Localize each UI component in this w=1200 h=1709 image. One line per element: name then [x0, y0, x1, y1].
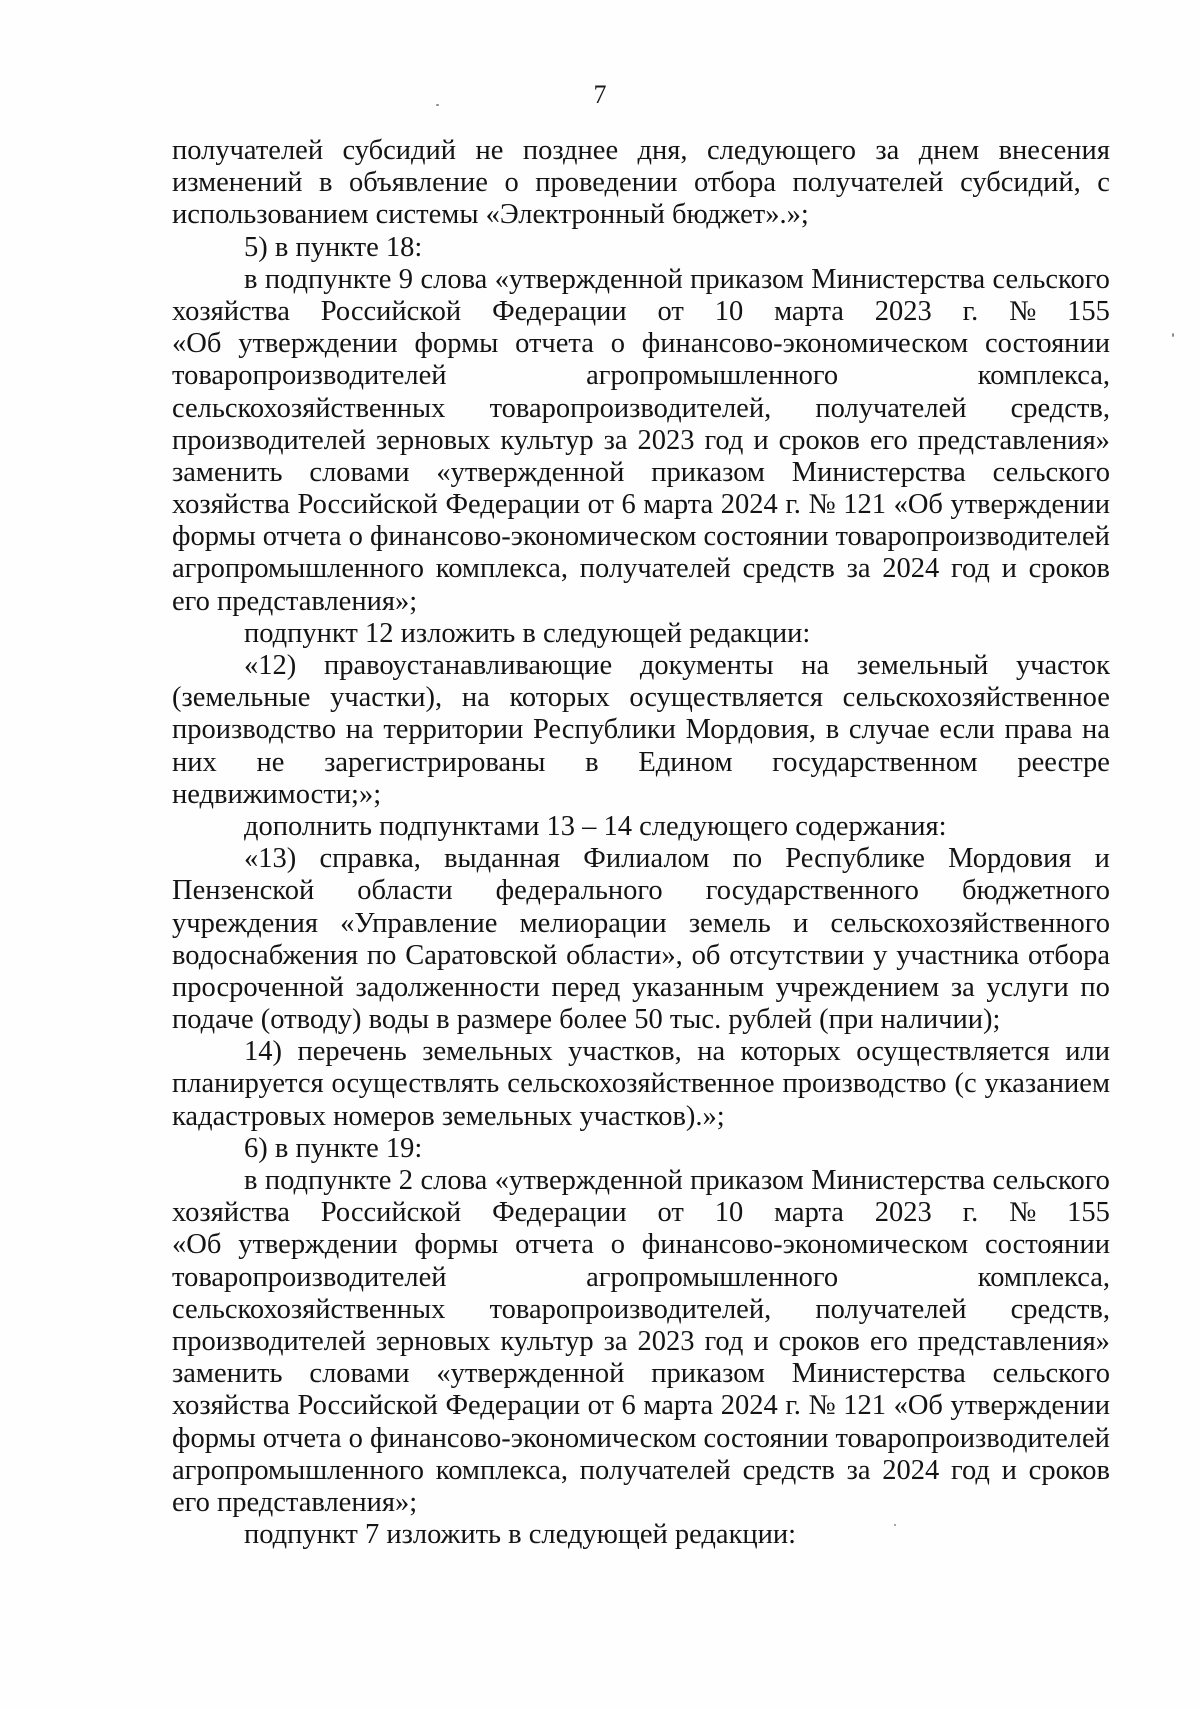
text-line [172, 972, 1110, 1004]
word: «Управление [340, 907, 498, 939]
word: товаропроизводителей [172, 1261, 447, 1293]
word: его [869, 424, 908, 456]
text-line: 5) в пункте 18: [244, 231, 423, 263]
text-line [172, 553, 1110, 585]
text-line [172, 1326, 1110, 1358]
word: «Об [893, 489, 943, 521]
word: 2024 [882, 1454, 940, 1486]
word: формы [414, 328, 499, 360]
word: участок [1015, 650, 1110, 681]
word: следующего [706, 135, 856, 166]
word: 10 [714, 295, 744, 327]
text-line [172, 135, 1110, 167]
word: слова [420, 1165, 488, 1196]
word: участки), [330, 682, 443, 714]
word: на [801, 650, 830, 681]
word: бюджетного [961, 875, 1110, 907]
word: год [704, 1325, 744, 1357]
text-line [172, 264, 1110, 296]
word: отбора [693, 167, 776, 199]
word: средств [742, 1454, 835, 1486]
word: о [348, 1422, 363, 1454]
text-line [172, 908, 1110, 940]
word: получателей [815, 1293, 967, 1325]
word: с [1097, 167, 1110, 199]
text-line [172, 714, 1110, 746]
word: сельскохозяйственных [172, 392, 446, 424]
word: средств [742, 553, 835, 585]
word: год [704, 424, 744, 456]
word: сельскохозяйственное [842, 682, 1110, 714]
word: слова [420, 263, 488, 295]
word: товаропроизводителей [172, 360, 447, 392]
word: состоянии [985, 1229, 1110, 1261]
word: государственном [772, 746, 978, 778]
word: в [825, 714, 840, 746]
word: «12) [244, 650, 297, 681]
word: агропромышленного [586, 360, 839, 392]
text-line [172, 747, 1110, 779]
word: зерновых [375, 424, 491, 456]
page-number: 7 [593, 80, 607, 109]
word: от [587, 1390, 614, 1422]
text-line: недвижимости;»; [172, 778, 382, 810]
word: сельского [992, 456, 1110, 488]
word: № [1009, 1197, 1037, 1229]
word: 2 [398, 1165, 414, 1196]
word: и [1001, 553, 1017, 585]
word: «Об [893, 1390, 943, 1422]
word: финансово-экономическом [369, 1422, 697, 1454]
word: агропромышленного [172, 1454, 425, 1486]
word: сельского [992, 263, 1110, 295]
word: словами [309, 1358, 410, 1390]
word: мелиорации [519, 907, 667, 939]
word: (земельные [172, 682, 311, 714]
word: на [461, 682, 490, 714]
word: Федерации [492, 1197, 627, 1229]
word: товаропроизводителей [835, 521, 1110, 553]
word: участков, [568, 1036, 682, 1068]
word: средств, [1010, 1293, 1110, 1325]
word: 10 [714, 1197, 744, 1229]
word: хозяйства [172, 1197, 290, 1229]
word: Российской [320, 295, 462, 327]
word: 14) [244, 1036, 282, 1068]
word: его [869, 1325, 908, 1357]
word: 2023 [874, 295, 932, 327]
word: отчета [262, 521, 342, 553]
word: финансово-экономическом [369, 521, 697, 553]
word: от [587, 489, 614, 521]
word: агропромышленного [586, 1261, 839, 1293]
word: в [244, 1165, 258, 1196]
word: формы [172, 1422, 256, 1454]
word: Федерации [492, 295, 627, 327]
word: «утвержденной [436, 1358, 625, 1390]
word: год [950, 553, 990, 585]
text-line [172, 489, 1110, 521]
word: утверждении [238, 328, 398, 360]
word: марта [774, 1197, 844, 1229]
word: в [318, 167, 333, 199]
word: товаропроизводителей [835, 1422, 1110, 1454]
word: г. [785, 1390, 801, 1422]
word: просроченной [172, 971, 344, 1003]
word: у [873, 939, 888, 971]
text-line [172, 296, 1110, 328]
word: реестре [1017, 746, 1110, 778]
word: не [256, 746, 285, 778]
word: земельный [856, 650, 989, 681]
word: марта [643, 489, 714, 521]
word: производителей [172, 424, 366, 456]
word: от [657, 1197, 684, 1229]
word: Федерации [445, 489, 581, 521]
word: Саратовской [405, 939, 558, 971]
word: заменить [172, 456, 283, 488]
word: задолженности [355, 971, 540, 1003]
word: представления» [917, 1325, 1110, 1357]
word: и [753, 424, 769, 456]
word: перед [551, 971, 621, 1003]
word: случае [848, 714, 930, 746]
word: средств, [1010, 392, 1110, 424]
word: представления» [917, 424, 1110, 456]
word: проведении [535, 167, 678, 199]
word: зарегистрированы [324, 746, 546, 778]
word: по [366, 939, 397, 971]
word: сельскохозяйственных [172, 1293, 446, 1325]
word: о [348, 521, 363, 553]
word: области», [566, 939, 683, 971]
word: сроков [778, 424, 860, 456]
word: отбора [1028, 939, 1110, 971]
word: формы [172, 521, 256, 553]
word: хозяйства [172, 1390, 290, 1422]
word: комплекса, [977, 1261, 1110, 1293]
word: хозяйства [172, 295, 290, 327]
word: за [846, 553, 871, 585]
word: на [697, 1036, 726, 1068]
word: № [1009, 295, 1037, 327]
word: о [610, 328, 625, 360]
word: документы [639, 650, 774, 681]
word: за [603, 424, 628, 456]
text-line [172, 1358, 1110, 1390]
word: получателей [792, 167, 944, 199]
text-line: подпункт 12 изложить в следующей редакции: [244, 617, 811, 649]
word: состоянии [703, 521, 829, 553]
word: за [603, 1325, 628, 1357]
word: отчета [515, 1229, 594, 1261]
word: правоустанавливающие [323, 650, 613, 681]
word: сроков [1028, 553, 1110, 585]
word: сельского [992, 1358, 1110, 1390]
word: Министерства [811, 263, 986, 295]
word: утверждении [238, 1229, 398, 1261]
word: получателей [172, 135, 324, 166]
word: 121 [843, 1390, 886, 1422]
document-body-text [172, 135, 1110, 1551]
word: или [1065, 1036, 1110, 1068]
text-line [172, 1423, 1110, 1455]
word: дня, [637, 135, 688, 166]
word: Филиалом [583, 843, 710, 875]
scan-speck-mark [436, 104, 439, 106]
word: и [792, 907, 809, 939]
word: не [475, 135, 504, 166]
word: учреждением [775, 971, 940, 1003]
word: субсидий [342, 135, 457, 166]
text-line: кадастровых номеров земельных участков).»; [172, 1100, 725, 1132]
word: сельскохозяйственного [830, 907, 1110, 939]
word: 9 [398, 263, 414, 295]
word: производство [782, 1068, 947, 1100]
word: Мордовия [948, 843, 1072, 875]
word: за [875, 135, 900, 166]
word: учреждения [172, 907, 318, 939]
word: 2024 [720, 489, 778, 521]
text-line: его представления»; [172, 1486, 418, 1518]
word: Республике [785, 843, 925, 875]
word: от [657, 295, 684, 327]
word: Пензенской [172, 875, 315, 907]
word: производителей [172, 1325, 366, 1357]
word: 6 [621, 489, 636, 521]
word: Российской [320, 1197, 462, 1229]
word: утверждении [950, 489, 1110, 521]
word: которых [509, 682, 610, 714]
word: агропромышленного [172, 553, 425, 585]
text-line: его представления»; [172, 585, 418, 617]
word: зерновых [375, 1325, 491, 1357]
word: приказом [690, 263, 804, 295]
word: утверждении [950, 1390, 1110, 1422]
word: получателей [815, 392, 967, 424]
word: за [846, 1454, 871, 1486]
word: год [950, 1454, 990, 1486]
word: № [808, 1390, 836, 1422]
word: за [950, 971, 975, 1003]
word: Республики [532, 714, 676, 746]
word: днем [918, 135, 980, 166]
word: 2023 [637, 1325, 695, 1357]
word: финансово-экономическом [641, 1229, 969, 1261]
word: по [1080, 971, 1110, 1003]
text-line [172, 360, 1110, 392]
word: о [610, 1229, 625, 1261]
word: получателей [579, 1454, 731, 1486]
word: марта [774, 295, 844, 327]
word: отчета [515, 328, 594, 360]
word: права [1004, 714, 1073, 746]
word: по [732, 843, 763, 875]
word: № [808, 489, 836, 521]
word: приказом [690, 1165, 804, 1196]
word: хозяйства [172, 489, 290, 521]
word: и [753, 1325, 769, 1357]
text-line [172, 457, 1110, 489]
word: земельных [422, 1036, 553, 1068]
word: «Об [172, 328, 222, 360]
word: подпункте [264, 263, 392, 295]
word: на [1082, 714, 1110, 746]
text-line [172, 843, 1110, 875]
text-line: подаче (отводу) воды в размере более 50 тыс. рублей (при наличии); [172, 1004, 1001, 1036]
text-line [172, 1455, 1110, 1487]
word: «13) [244, 843, 297, 875]
word: планируется [172, 1068, 324, 1100]
word: г. [785, 489, 801, 521]
word: 155 [1067, 295, 1110, 327]
word: культур [500, 424, 594, 456]
word: о [504, 167, 519, 199]
word: сельского [992, 1165, 1110, 1196]
word: товаропроизводителей, [489, 392, 772, 424]
word: 2024 [882, 553, 940, 585]
word: Едином [638, 746, 733, 778]
word: Федерации [445, 1390, 581, 1422]
word: заменить [172, 1358, 283, 1390]
word: г. [962, 295, 979, 327]
word: (с [954, 1068, 977, 1100]
text-line [172, 940, 1110, 972]
text-line [172, 875, 1110, 907]
word: Министерства [791, 1358, 966, 1390]
word: словами [309, 456, 410, 488]
text-line [172, 167, 1110, 199]
word: Министерства [791, 456, 966, 488]
word: производство [172, 714, 337, 746]
word: подпункте [264, 1165, 392, 1196]
text-line: подпункт 7 изложить в следующей редакции: [244, 1519, 797, 1551]
word: объявление [348, 167, 488, 199]
word: сроков [778, 1325, 860, 1357]
word: справка, [319, 843, 421, 875]
word: перечень [297, 1036, 407, 1068]
word: области [357, 875, 453, 907]
text-line [172, 1165, 1110, 1197]
word: марта [643, 1390, 714, 1422]
word: Российской [297, 489, 438, 521]
word: субсидий, [960, 167, 1081, 199]
word: если [939, 714, 995, 746]
word: осуществляется [629, 682, 823, 714]
word: приказом [651, 1358, 765, 1390]
text-line [172, 393, 1110, 425]
word: участника [896, 939, 1020, 971]
word: приказом [651, 456, 765, 488]
word: государственного [705, 875, 919, 907]
word: внесения [998, 135, 1110, 166]
word: которых [740, 1036, 841, 1068]
text-line [172, 1229, 1110, 1261]
text-line [172, 328, 1110, 360]
word: выданная [444, 843, 561, 875]
word: 155 [1067, 1197, 1110, 1229]
word: об [691, 939, 721, 971]
word: комплекса, [977, 360, 1110, 392]
text-line: использованием системы «Электронный бюджет».»; [172, 199, 809, 231]
word: услуги [986, 971, 1069, 1003]
text-line [172, 1294, 1110, 1326]
text-line: дополнить подпунктами 13 – 14 следующего содержания: [244, 810, 947, 842]
word: комплекса, [435, 553, 568, 585]
word: сроков [1028, 1454, 1110, 1486]
word: «Об [172, 1229, 222, 1261]
word: 121 [843, 489, 886, 521]
word: комплекса, [435, 1454, 568, 1486]
word: формы [414, 1229, 499, 1261]
word: «утвержденной [494, 263, 683, 295]
text-line [172, 682, 1110, 714]
word: изменений [172, 167, 303, 199]
text-line [172, 1068, 1110, 1100]
word: в [585, 746, 599, 778]
word: «утвержденной [436, 456, 625, 488]
word: и [1094, 843, 1110, 875]
text-line [172, 425, 1110, 457]
word: них [172, 746, 217, 778]
word: на [345, 714, 374, 746]
word: осуществляется [856, 1036, 1050, 1068]
word: территории [383, 714, 524, 746]
word: «утвержденной [494, 1165, 683, 1196]
text-line [172, 1390, 1110, 1422]
word: Министерства [811, 1165, 986, 1196]
word: отчета [262, 1422, 342, 1454]
word: 2024 [720, 1390, 778, 1422]
word: состоянии [703, 1422, 829, 1454]
word: 6 [621, 1390, 636, 1422]
text-line [172, 1262, 1110, 1294]
word: Мордовия, [685, 714, 817, 746]
word: в [244, 263, 258, 295]
word: г. [962, 1197, 979, 1229]
text-line [172, 1197, 1110, 1229]
word: финансово-экономическом [641, 328, 969, 360]
word: осуществлять [331, 1068, 500, 1100]
word: позднее [522, 135, 619, 166]
text-line [172, 650, 1110, 682]
word: получателей [579, 553, 731, 585]
text-line: 6) в пункте 19: [244, 1132, 423, 1164]
word: культур [500, 1325, 594, 1357]
text-line [172, 1036, 1110, 1068]
word: водоснабжения [172, 939, 359, 971]
word: и [1001, 1454, 1017, 1486]
word: отсутствии [729, 939, 865, 971]
word: указанным [632, 971, 764, 1003]
scan-speck-mark [1172, 333, 1174, 337]
word: земель [688, 907, 771, 939]
word: Российской [297, 1390, 438, 1422]
text-line [172, 521, 1110, 553]
word: указанием [984, 1068, 1110, 1100]
word: федерального [495, 875, 663, 907]
word: 2023 [637, 424, 695, 456]
word: товаропроизводителей, [489, 1293, 772, 1325]
word: сельскохозяйственное [507, 1068, 775, 1100]
word: 2023 [874, 1197, 932, 1229]
word: состоянии [985, 328, 1110, 360]
